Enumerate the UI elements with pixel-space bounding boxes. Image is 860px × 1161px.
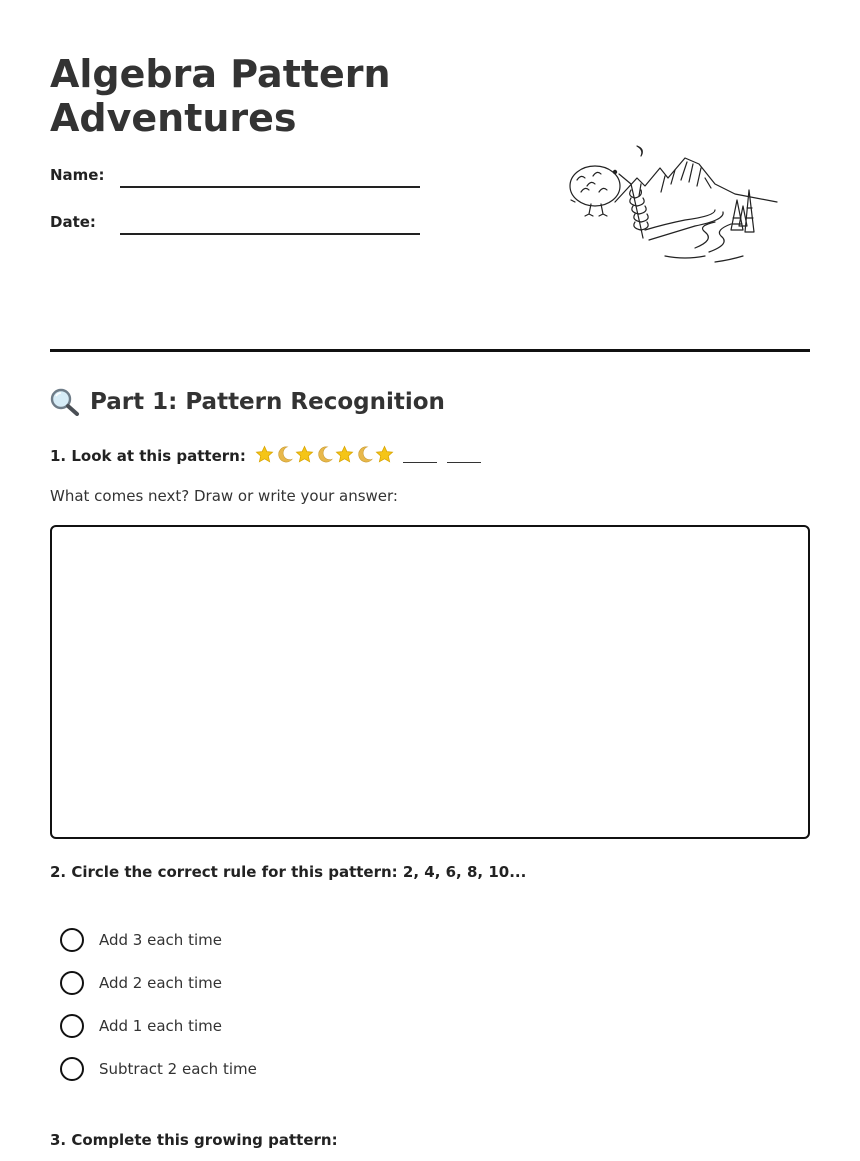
star-icon	[255, 445, 274, 464]
radio-circle-icon[interactable]	[60, 1014, 84, 1038]
option-label: Add 3 each time	[99, 931, 222, 949]
question-1	[50, 445, 481, 465]
date-field[interactable]	[50, 213, 430, 243]
moon-icon	[315, 445, 334, 464]
part1-title: Part 1: Pattern Recognition	[90, 389, 445, 415]
option-1[interactable]	[60, 927, 222, 953]
moon-icon	[275, 445, 294, 464]
date-label: Date:	[50, 213, 96, 231]
question-2-text: 2. Circle the correct rule for this pattern: 2, 4, 6, 8, 10...	[50, 863, 527, 881]
radio-circle-icon[interactable]	[60, 971, 84, 995]
part1-heading	[50, 388, 445, 416]
radio-circle-icon[interactable]	[60, 928, 84, 952]
option-4[interactable]	[60, 1056, 257, 1082]
name-label: Name:	[50, 166, 105, 184]
name-field[interactable]	[50, 166, 430, 196]
kiwi-mountain-landscape-icon	[565, 140, 780, 268]
radio-circle-icon[interactable]	[60, 1057, 84, 1081]
answer-blank-2[interactable]	[447, 448, 481, 463]
question-1-text: 1. Look at this pattern:	[50, 447, 246, 465]
star-icon	[335, 445, 354, 464]
answer-drawing-box[interactable]	[50, 525, 810, 839]
option-label: Add 2 each time	[99, 974, 222, 992]
question-1-instruction: What comes next? Draw or write your answer:	[50, 487, 398, 505]
moon-icon	[355, 445, 374, 464]
option-3[interactable]	[60, 1013, 222, 1039]
option-2[interactable]	[60, 970, 222, 996]
option-label: Subtract 2 each time	[99, 1060, 257, 1078]
date-line[interactable]	[120, 233, 420, 235]
answer-blank-1[interactable]	[403, 448, 437, 463]
question-3-text: 3. Complete this growing pattern:	[50, 1131, 338, 1149]
star-icon	[295, 445, 314, 464]
worksheet-title: Algebra Pattern Adventures	[50, 52, 391, 140]
option-label: Add 1 each time	[99, 1017, 222, 1035]
magnifying-glass-icon	[50, 388, 80, 416]
header-divider	[50, 349, 810, 352]
star-moon-pattern	[255, 445, 394, 464]
name-line[interactable]	[120, 186, 420, 188]
star-icon	[375, 445, 394, 464]
